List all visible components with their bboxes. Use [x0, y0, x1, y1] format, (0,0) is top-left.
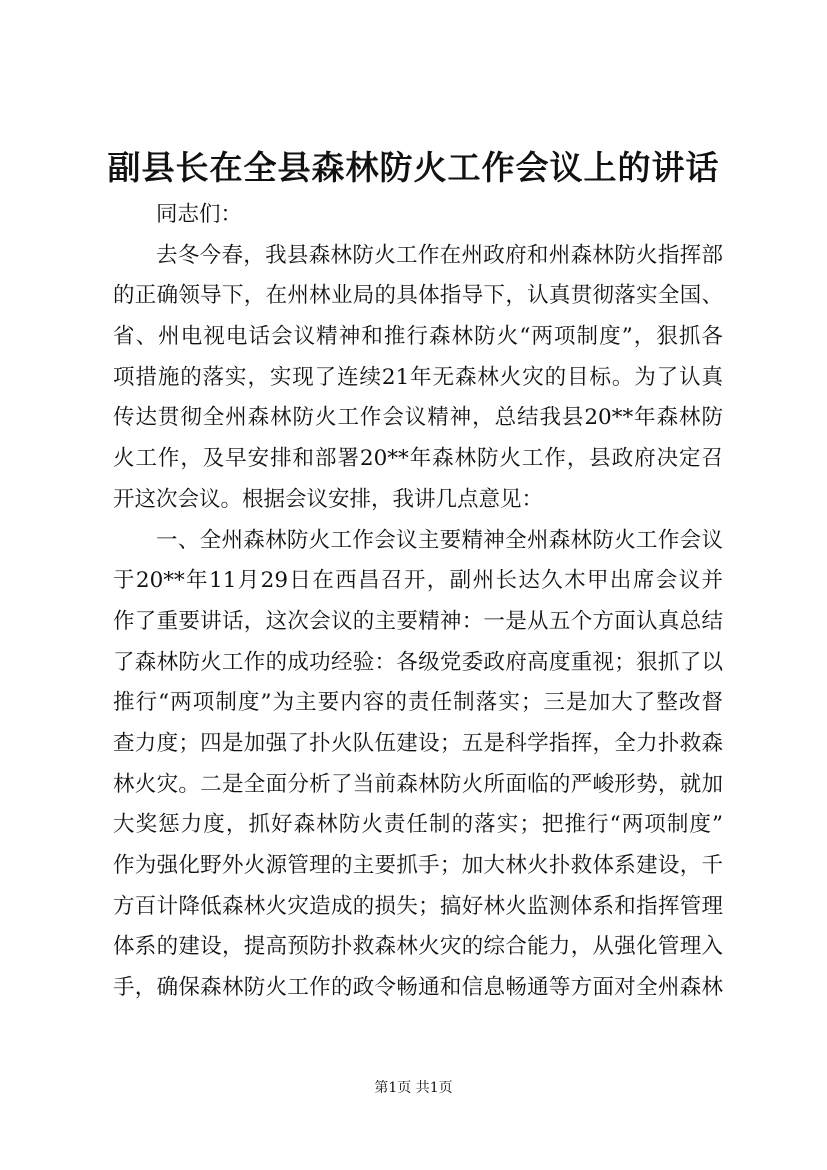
paragraph-2-line: 手，确保森林防火工作的政令畅通和信息畅通等方面对全州森林 — [113, 975, 723, 1001]
paragraph-2-line: 作了重要讲话，这次会议的主要精神：一是从五个方面认真总结 — [113, 608, 723, 634]
paragraph-1-line: 火工作，及早安排和部署20**年森林防火工作，县政府决定召 — [113, 446, 723, 472]
paragraph-2-line: 推行“两项制度”为主要内容的责任制落实；三是加大了整改督 — [113, 690, 723, 716]
paragraph-1-line: 项措施的落实，实现了连续21年无森林火灾的目标。为了认真 — [113, 364, 723, 390]
paragraph-2-line: 作为强化野外火源管理的主要抓手；加大林火扑救体系建设，千 — [113, 853, 723, 878]
paragraph-1-line: 开这次会议。根据会议安排，我讲几点意见： — [113, 486, 544, 512]
paragraph-1-line: 传达贯彻全州森林防火工作会议精神，总结我县20**年森林防 — [113, 405, 723, 431]
paragraph-2-line: 查力度；四是加强了扑火队伍建设；五是科学指挥，全力扑救森 — [113, 730, 723, 756]
paragraph-2-line: 了森林防火工作的成功经验：各级党委政府高度重视；狠抓了以 — [113, 649, 723, 675]
paragraph-2-line: 林火灾。二是全面分析了当前森林防火所面临的严峻形势，就加 — [113, 771, 723, 797]
salutation: 同志们： — [156, 202, 243, 227]
paragraph-2-line: 大奖惩力度，抓好森林防火责任制的落实；把推行“两项制度” — [113, 812, 723, 838]
paragraph-2-line: 体系的建设，提高预防扑救森林火灾的综合能力，从强化管理入 — [113, 934, 723, 960]
paragraph-1-line: 的正确领导下，在州林业局的具体指导下，认真贯彻落实全国、 — [113, 283, 723, 309]
page-footer: 第1页 共1页 — [374, 1080, 453, 1096]
paragraph-2-line: 一、全州森林防火工作会议主要精神全州森林防火工作会议 — [156, 527, 723, 553]
document-title: 副县长在全县森林防火工作会议上的讲话 — [107, 148, 720, 187]
paragraph-1-line: 省、州电视电话会议精神和推行森林防火“两项制度”，狠抓各 — [113, 324, 723, 350]
document-body — [113, 195, 723, 1009]
paragraph-2-line: 于20**年11月29日在西昌召开，副州长达久木甲出席会议并 — [113, 568, 723, 594]
paragraph-2-line: 方百计降低森林火灾造成的损失；搞好林火监测体系和指挥管理 — [113, 893, 723, 919]
paragraph-1-line: 去冬今春，我县森林防火工作在州政府和州森林防火指挥部 — [156, 242, 723, 268]
